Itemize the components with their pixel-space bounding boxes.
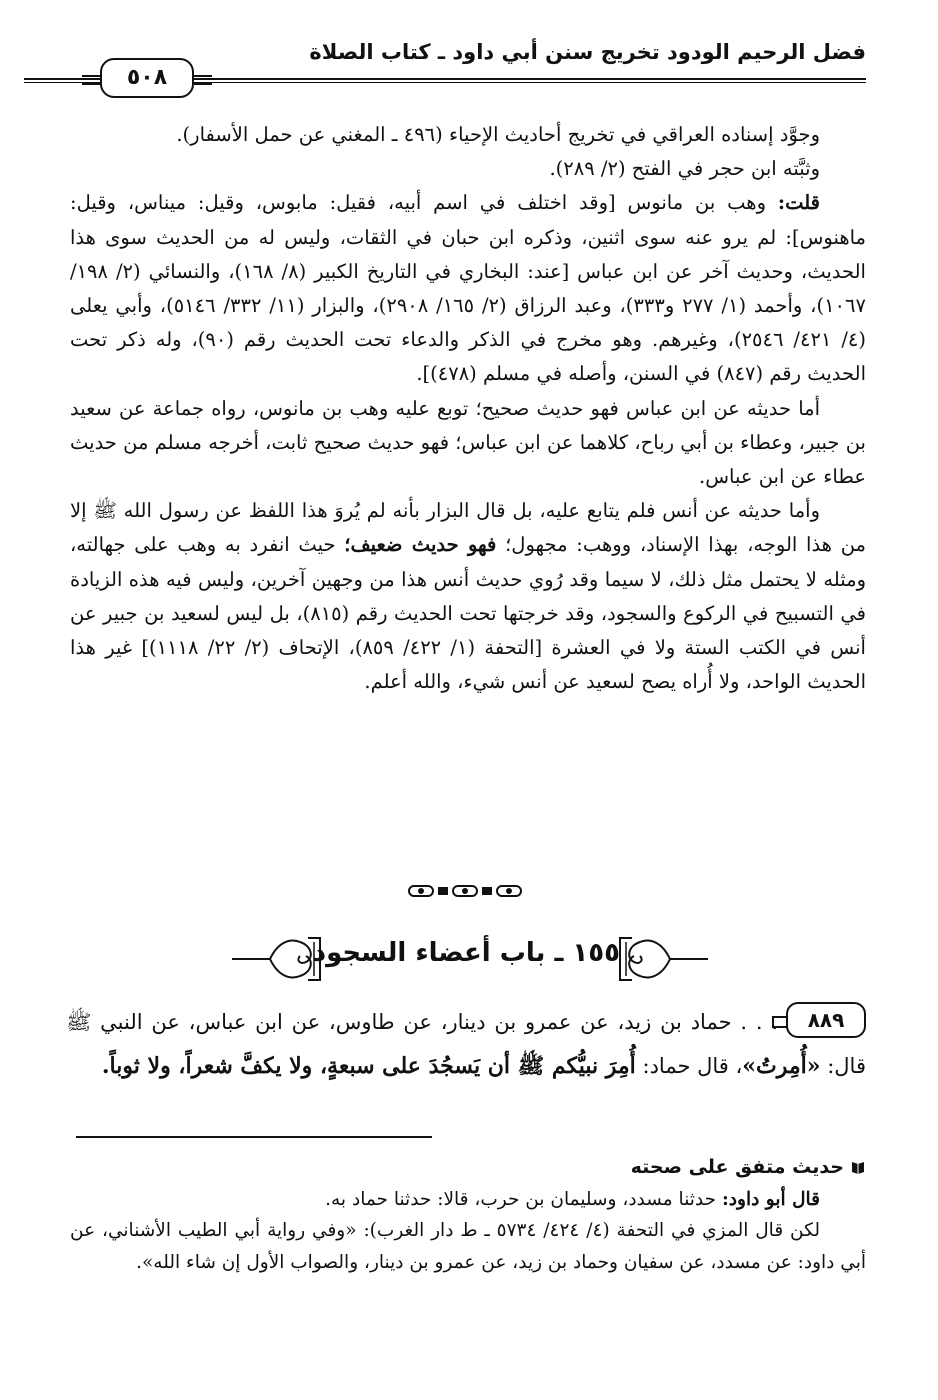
paragraph [70, 186, 866, 391]
isnad-text: . . . حماد بن زيد، عن عمرو بن دينار، عن طاوس، عن ابن عباس، عن النبي ﷺ قال: [66, 1010, 866, 1078]
verdict-text: فهو حديث ضعيف؛ [344, 533, 497, 557]
main-text [70, 118, 866, 699]
matn-text: أُمِرَ نبيُّكم ﷺ أن يَسجُدَ على سبعةٍ، ولا يكفَّ شعراً، ولا ثوباً. [101, 1053, 636, 1079]
ornament-knot [408, 885, 434, 897]
hadith-number: ٨٨٩ [786, 1002, 866, 1038]
note-paragraph [70, 1184, 866, 1216]
isnad-text: ، قال حماد: [642, 1054, 743, 1078]
matn-quote: «أُمِرتُ» [742, 1053, 821, 1079]
notes-heading [70, 1152, 866, 1184]
chapter-heading [230, 930, 710, 990]
section-ornament [390, 880, 540, 902]
paragraph [70, 494, 866, 699]
ornament-bar [482, 887, 492, 895]
qultu-label: قلت: [777, 191, 820, 215]
paragraph: أما حديثه عن ابن عباس فهو حديث صحيح؛ توبع عليه وهب بن مانوس، رواه جماعة عن سعيد بن جبير، وعطاء بن أبي رباح، كلاهما عن ابن عباس؛ فهو حديث صحيح ثابت، أخرجه مسلم من حديث عطاء عن ابن عباس. [70, 396, 866, 489]
notes-divider [76, 1136, 432, 1138]
takhrij-notes [70, 1152, 866, 1278]
ornament-knot [452, 885, 478, 897]
book-icon [850, 1159, 866, 1175]
paragraph-text: وأما حديثه عن أنس فلم يتابع عليه، بل قال البزار بأنه لم يُروَ هذا اللفظ عن رسول الله ﷺ إلا من هذا الوجه، بهذا الإسناد، ووهب: مجهول؛ [70, 499, 866, 557]
paragraph-text: حيث انفرد به وهب على جهالته، ومثله لا يحتمل مثل ذلك، لا سيما وقد رُوي حديث أنس هذا من وجهين آخرين، وليس فيه هذه الزيادة في التسبيح في الركوع والسجود، وقد خرجتها تحت الحديث رقم (٨١٥)، بل ليس لسعيد بن جبير عن أنس في الكتب الستة ولا في العشرة [التحفة (١/ ٤٢٢/ ٨٥٩)، الإتحاف (٢/ ٢٢/ ١١١٨)] غير هذا الحديث الواحد، ولا أُراه يصح لسعيد عن أنس شيء، والله أعلم. [70, 533, 866, 694]
ornament-knot [496, 885, 522, 897]
note-text: حدثنا مسدد، وسليمان بن حرب، قالا: حدثنا حماد به. [325, 1188, 717, 1210]
page-number: ٥٠٨ [100, 58, 194, 98]
note-label: قال أبو داود: [721, 1188, 820, 1210]
notes-heading-text: حديث متفق على صحته [630, 1156, 844, 1178]
ornament-bar [438, 887, 448, 895]
paragraph-text: وهب بن مانوس [وقد اختلف في اسم أبيه، فقيل: مابوس، وقيل: ميناس، وقيل: ماهنوس]: لم يرو عنه سوى اثنين، وذكره ابن حبان في الثقات، وليس له من الحديث سوى هذا الحديث، وحديث آخر عن ابن عباس [عند: البخاري في التاريخ الكبير (٨/ ١٦٨)، والنسائي (٢/ ١٩٨/ ١٠٦٧)، وأحمد (١/ ٢٧٧ و٣٣٣)، وعبد الرزاق (٢/ ١٦٥/ ٢٩٠٨)، والبزار (١١/ ٣٣٢/ ٥١٤٦)، وأبي يعلى (٤/ ٤٢١/ ٢٥٤٦)، وغيرهم. وهو مخرج في الذكر والدعاء تحت الحديث رقم (٩٠)، وله ذكر تحت الحديث رقم (٨٤٧) في السنن، وأصله في مسلم (٤٧٨)]. [70, 191, 866, 386]
scroll-ornament-right [618, 932, 710, 986]
paragraph: وثبَّته ابن حجر في الفتح (٢/ ٢٨٩). [549, 157, 820, 181]
hadith-text [66, 1000, 866, 1088]
note-paragraph: لكن قال المزي في التحفة (٤/ ٤٢٤/ ٥٧٣٤ ـ ط دار الغرب): «وفي رواية أبي الطيب الأشناني، عن أبي داود: عن مسدد، عن سفيان وحماد بن زيد، عن عمرو بن دينار، والصواب الأول إن شاء الله». [70, 1220, 866, 1273]
paragraph: وجوَّد إسناده العراقي في تخريج أحاديث الإحياء (٤٩٦ ـ المغني عن حمل الأسفار). [176, 123, 820, 146]
chapter-title: ١٥٥ ـ باب أعضاء السجود [312, 938, 620, 968]
running-title: فضل الرحيم الودود تخريج سنن أبي داود ـ كتاب الصلاة [309, 40, 866, 64]
scroll-ornament-left [230, 932, 322, 986]
